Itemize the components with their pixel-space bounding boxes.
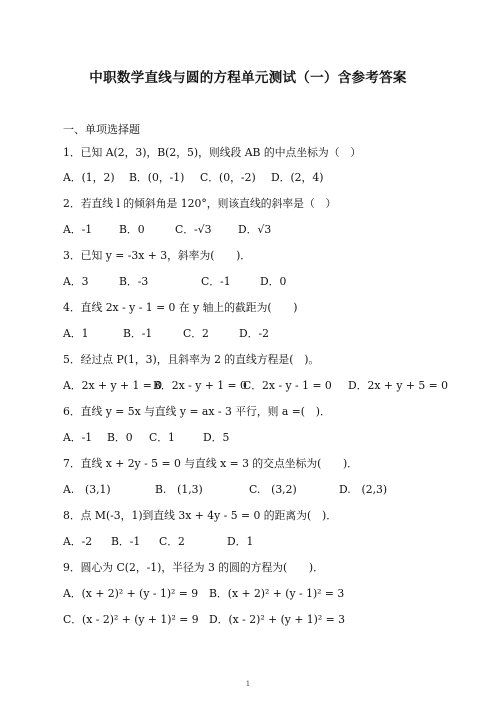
- question-5-stem: 5．经过点 P(1，3)，且斜率为 2 的直线方程是( )。: [63, 353, 320, 366]
- option-a: A．-1: [63, 223, 93, 236]
- question-9-stem: 9．圆心为 C(2，-1)，半径为 3 的圆的方程为( )．: [63, 561, 324, 574]
- option-c: C．2: [183, 327, 209, 340]
- option-b: B．-3: [119, 275, 149, 288]
- option-c: C．(0，-2): [200, 171, 256, 184]
- option-b: B. (1,3): [155, 483, 203, 496]
- question-4-stem: 4．直线 2x - y - 1 = 0 在 y 轴上的截距为( ): [63, 301, 298, 314]
- option-a: A．2x + y + 1 = 0: [63, 379, 163, 392]
- option-d: D．0: [260, 275, 287, 288]
- question-3-stem: 3．已知 y = -3x + 3，斜率为( )．: [63, 249, 252, 262]
- option-d: D．1: [227, 535, 254, 548]
- option-c: C．2x - y - 1 = 0: [243, 379, 332, 392]
- option-d: D．√3: [238, 223, 272, 236]
- option-b: B．-1: [111, 535, 141, 548]
- option-a: A．-2: [63, 535, 93, 548]
- option-d: D．(2，4): [271, 171, 324, 184]
- option-a: A．-1: [63, 431, 93, 444]
- option-d: D．5: [203, 431, 230, 444]
- option-b: B．0: [107, 431, 133, 444]
- question-8-stem: 8．点 M(-3，1)到直线 3x + 4y - 5 = 0 的距离为( )．: [63, 509, 338, 522]
- option-a: A．(x + 2)² + (y - 1)² = 9: [63, 587, 199, 600]
- option-c: C. (3,2): [249, 483, 297, 496]
- option-c: C．2: [159, 535, 185, 548]
- option-c: C．(x - 2)² + (y + 1)² = 9: [63, 613, 199, 626]
- option-d: D．(x - 2)² + (y + 1)² = 3: [209, 613, 345, 626]
- section-heading: 一、单项选择题: [63, 123, 140, 136]
- option-a: A. (3,1): [63, 483, 111, 496]
- option-b: B．(x + 2)² + (y - 1)² = 3: [209, 587, 345, 600]
- option-c: C．-1: [201, 275, 231, 288]
- page-number: 1: [245, 680, 251, 688]
- option-b: B．(0，-1): [129, 171, 185, 184]
- question-6-stem: 6．直线 y = 5x 与直线 y = ax - 3 平行，则 a =( )．: [63, 405, 331, 418]
- page-title: 中职数学直线与圆的方程单元测试（一）含参考答案: [89, 70, 407, 86]
- option-c: C．1: [149, 431, 175, 444]
- option-b: B．0: [119, 223, 145, 236]
- question-7-stem: 7．直线 x + 2y - 5 = 0 与直线 x = 3 的交点坐标为( )．: [63, 457, 358, 470]
- option-a: A．3: [63, 275, 89, 288]
- question-2-stem: 2．若直线 l 的倾斜角是 120°，则该直线的斜率是（ ）: [63, 197, 337, 210]
- option-c: C．-√3: [175, 223, 212, 236]
- question-1-stem: 1．已知 A(2，3)，B(2，5)，则线段 AB 的中点坐标为（ ）: [63, 146, 362, 159]
- option-b: B．-1: [123, 327, 153, 340]
- option-a: A．1: [63, 327, 89, 340]
- option-b: B．2x - y + 1 = 0: [153, 379, 247, 392]
- option-d: D．2x + y + 5 = 0: [348, 379, 448, 392]
- option-d: D. (2,3): [339, 483, 388, 496]
- option-a: A．(1，2): [63, 171, 115, 184]
- option-d: D．-2: [239, 327, 269, 340]
